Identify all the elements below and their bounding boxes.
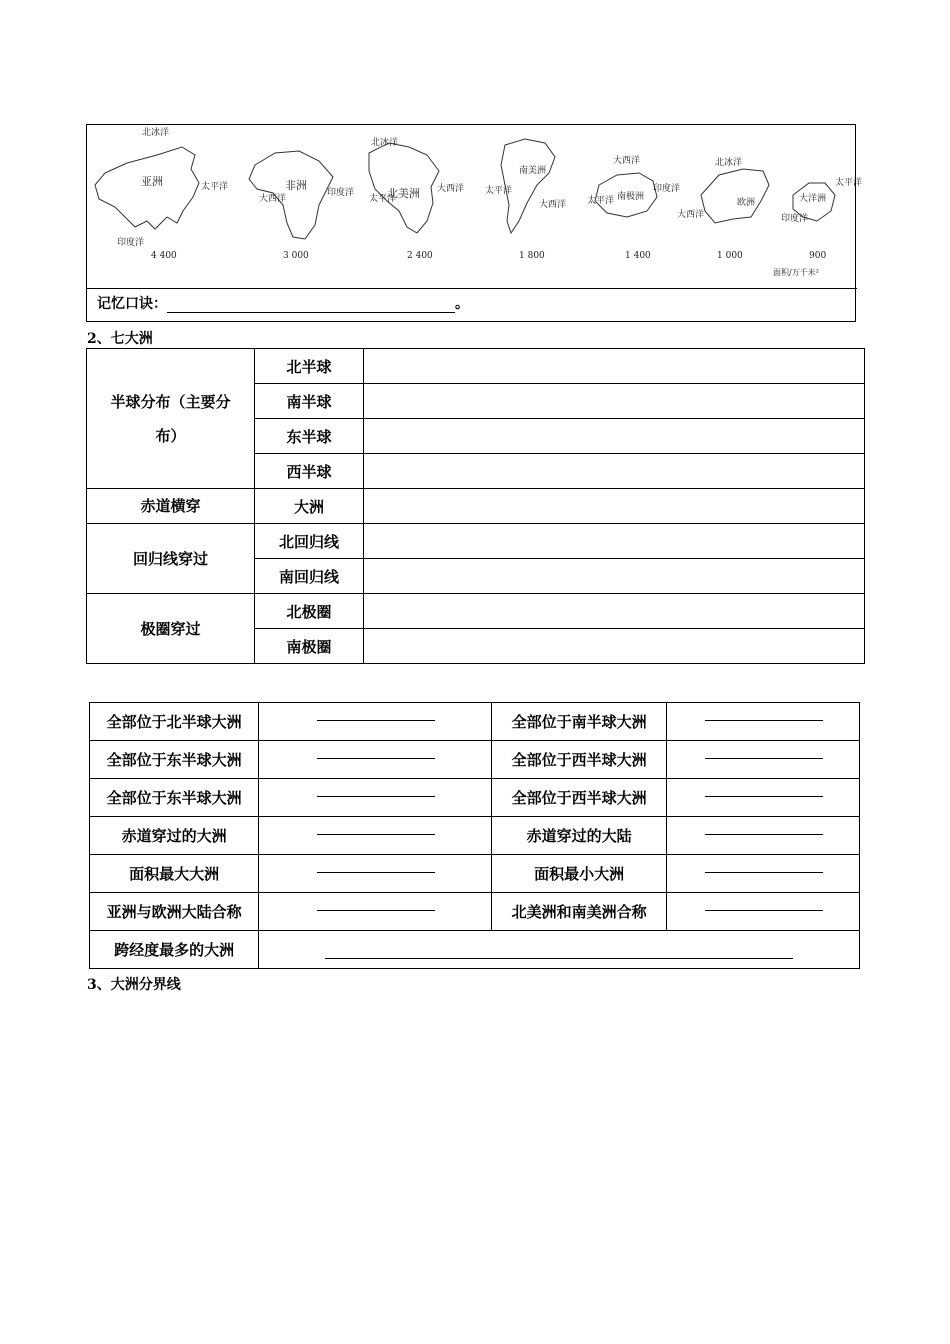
fact-label: 全部位于南半球大洲: [492, 703, 666, 741]
ant-area: 1 400: [625, 251, 651, 261]
fact-blank[interactable]: [259, 893, 492, 931]
row-north-hemisphere: 北半球: [255, 349, 364, 384]
europe-shape: [701, 169, 769, 223]
eu-area: 1 000: [717, 251, 743, 261]
asia-shape: [95, 147, 199, 229]
africa-area: 3 000: [283, 251, 309, 261]
continents-distribution-table: [86, 348, 865, 664]
na-ocean-label-1: 北冰洋: [371, 138, 399, 148]
fact-blank[interactable]: [666, 741, 859, 779]
row-west-hemisphere: 西半球: [255, 454, 364, 489]
fact-blank[interactable]: [259, 741, 492, 779]
row-equator-continent: 大洲: [255, 489, 364, 524]
na-area: 2 400: [407, 251, 433, 261]
answer-cell[interactable]: [364, 524, 865, 559]
fact-label: 赤道穿过的大陆: [492, 817, 666, 855]
ant-name: 南极洲: [617, 192, 645, 202]
section-3-title: 3、大洲分界线: [87, 977, 181, 993]
polar-label: 极圈穿过: [87, 594, 255, 664]
row-arctic-circle: 北极圈: [255, 594, 364, 629]
sa-area: 1 800: [519, 251, 545, 261]
ant-ocean-label-1: 大西洋: [613, 156, 641, 166]
fact-blank[interactable]: [666, 703, 859, 741]
na-ocean-label-2: 太平洋: [369, 194, 397, 204]
fact-label: 全部位于北半球大洲: [90, 703, 259, 741]
sa-name: 南美洲: [519, 166, 547, 176]
fact-blank[interactable]: [259, 703, 492, 741]
na-ocean-label-3: 大西洋: [437, 184, 465, 194]
answer-cell[interactable]: [364, 384, 865, 419]
row-east-hemisphere: 东半球: [255, 419, 364, 454]
sa-ocean-label-2: 大西洋: [539, 200, 567, 210]
fact-label: 面积最小大洲: [492, 855, 666, 893]
answer-cell[interactable]: [364, 419, 865, 454]
memo-end: 。: [455, 296, 469, 312]
fact-blank[interactable]: [259, 817, 492, 855]
asia-area: 4 400: [151, 251, 177, 261]
fact-label: 全部位于东半球大洲: [90, 741, 259, 779]
africa-ocean-label-1: 大西洋: [259, 194, 287, 204]
fact-blank[interactable]: [666, 817, 859, 855]
na-name: 北美洲: [387, 187, 420, 200]
answer-cell[interactable]: [364, 629, 865, 664]
continents-figure-box: [86, 124, 863, 322]
oc-ocean-label-2: 太平洋: [835, 178, 863, 188]
oc-name: 大洋洲: [799, 194, 827, 204]
sa-ocean-label-1: 太平洋: [485, 186, 513, 196]
fact-label: 赤道穿过的大洲: [90, 817, 259, 855]
africa-name: 非洲: [285, 179, 307, 192]
fact-label: 全部位于西半球大洲: [492, 741, 666, 779]
row-tropic-capricorn: 南回归线: [255, 559, 364, 594]
africa-ocean-label-2: 印度洋: [327, 188, 355, 198]
asia-ocean-label-3: 印度洋: [117, 238, 145, 248]
fact-label: 跨经度最多的大洲: [90, 931, 259, 969]
eu-name: 欧洲: [737, 198, 756, 208]
memo-blank[interactable]: [167, 298, 455, 313]
fact-blank[interactable]: [259, 779, 492, 817]
fact-label: 北美洲和南美洲合称: [492, 893, 666, 931]
answer-cell[interactable]: [364, 594, 865, 629]
fact-blank[interactable]: [666, 855, 859, 893]
answer-cell[interactable]: [364, 349, 865, 384]
section-2-title: 2、七大洲: [87, 331, 153, 347]
fact-blank[interactable]: [666, 779, 859, 817]
area-unit: 面积/万千米²: [773, 268, 819, 277]
memo-row: [97, 293, 469, 313]
ant-ocean-label-2: 太平洋: [587, 196, 615, 206]
equator-label: 赤道横穿: [87, 489, 255, 524]
continents-figure: [87, 125, 863, 289]
fact-blank[interactable]: [666, 893, 859, 931]
fact-blank-long[interactable]: [259, 931, 860, 969]
asia-name: 亚洲: [141, 175, 163, 188]
continents-facts-table: [89, 702, 860, 969]
fact-label: 亚洲与欧洲大陆合称: [90, 893, 259, 931]
tropic-label: 回归线穿过: [87, 524, 255, 594]
oc-ocean-label-1: 印度洋: [781, 214, 809, 224]
hemisphere-label: 半球分布（主要分 布）: [87, 349, 255, 489]
ant-ocean-label-3: 印度洋: [653, 184, 681, 194]
fact-label: 面积最大大洲: [90, 855, 259, 893]
memo-label: 记忆口诀：: [97, 296, 167, 312]
answer-cell[interactable]: [364, 454, 865, 489]
eu-ocean-label-2: 大西洋: [677, 210, 705, 220]
fact-label: 全部位于东半球大洲: [90, 779, 259, 817]
answer-cell[interactable]: [364, 489, 865, 524]
fact-blank[interactable]: [259, 855, 492, 893]
row-tropic-cancer: 北回归线: [255, 524, 364, 559]
answer-cell[interactable]: [364, 559, 865, 594]
asia-ocean-label-2: 太平洋: [201, 182, 229, 192]
eu-ocean-label-1: 北冰洋: [715, 158, 743, 168]
oc-area: 900: [809, 251, 827, 261]
row-south-hemisphere: 南半球: [255, 384, 364, 419]
asia-ocean-label-1: 北冰洋: [142, 128, 170, 138]
fact-label: 全部位于西半球大洲: [492, 779, 666, 817]
row-antarctic-circle: 南极圈: [255, 629, 364, 664]
